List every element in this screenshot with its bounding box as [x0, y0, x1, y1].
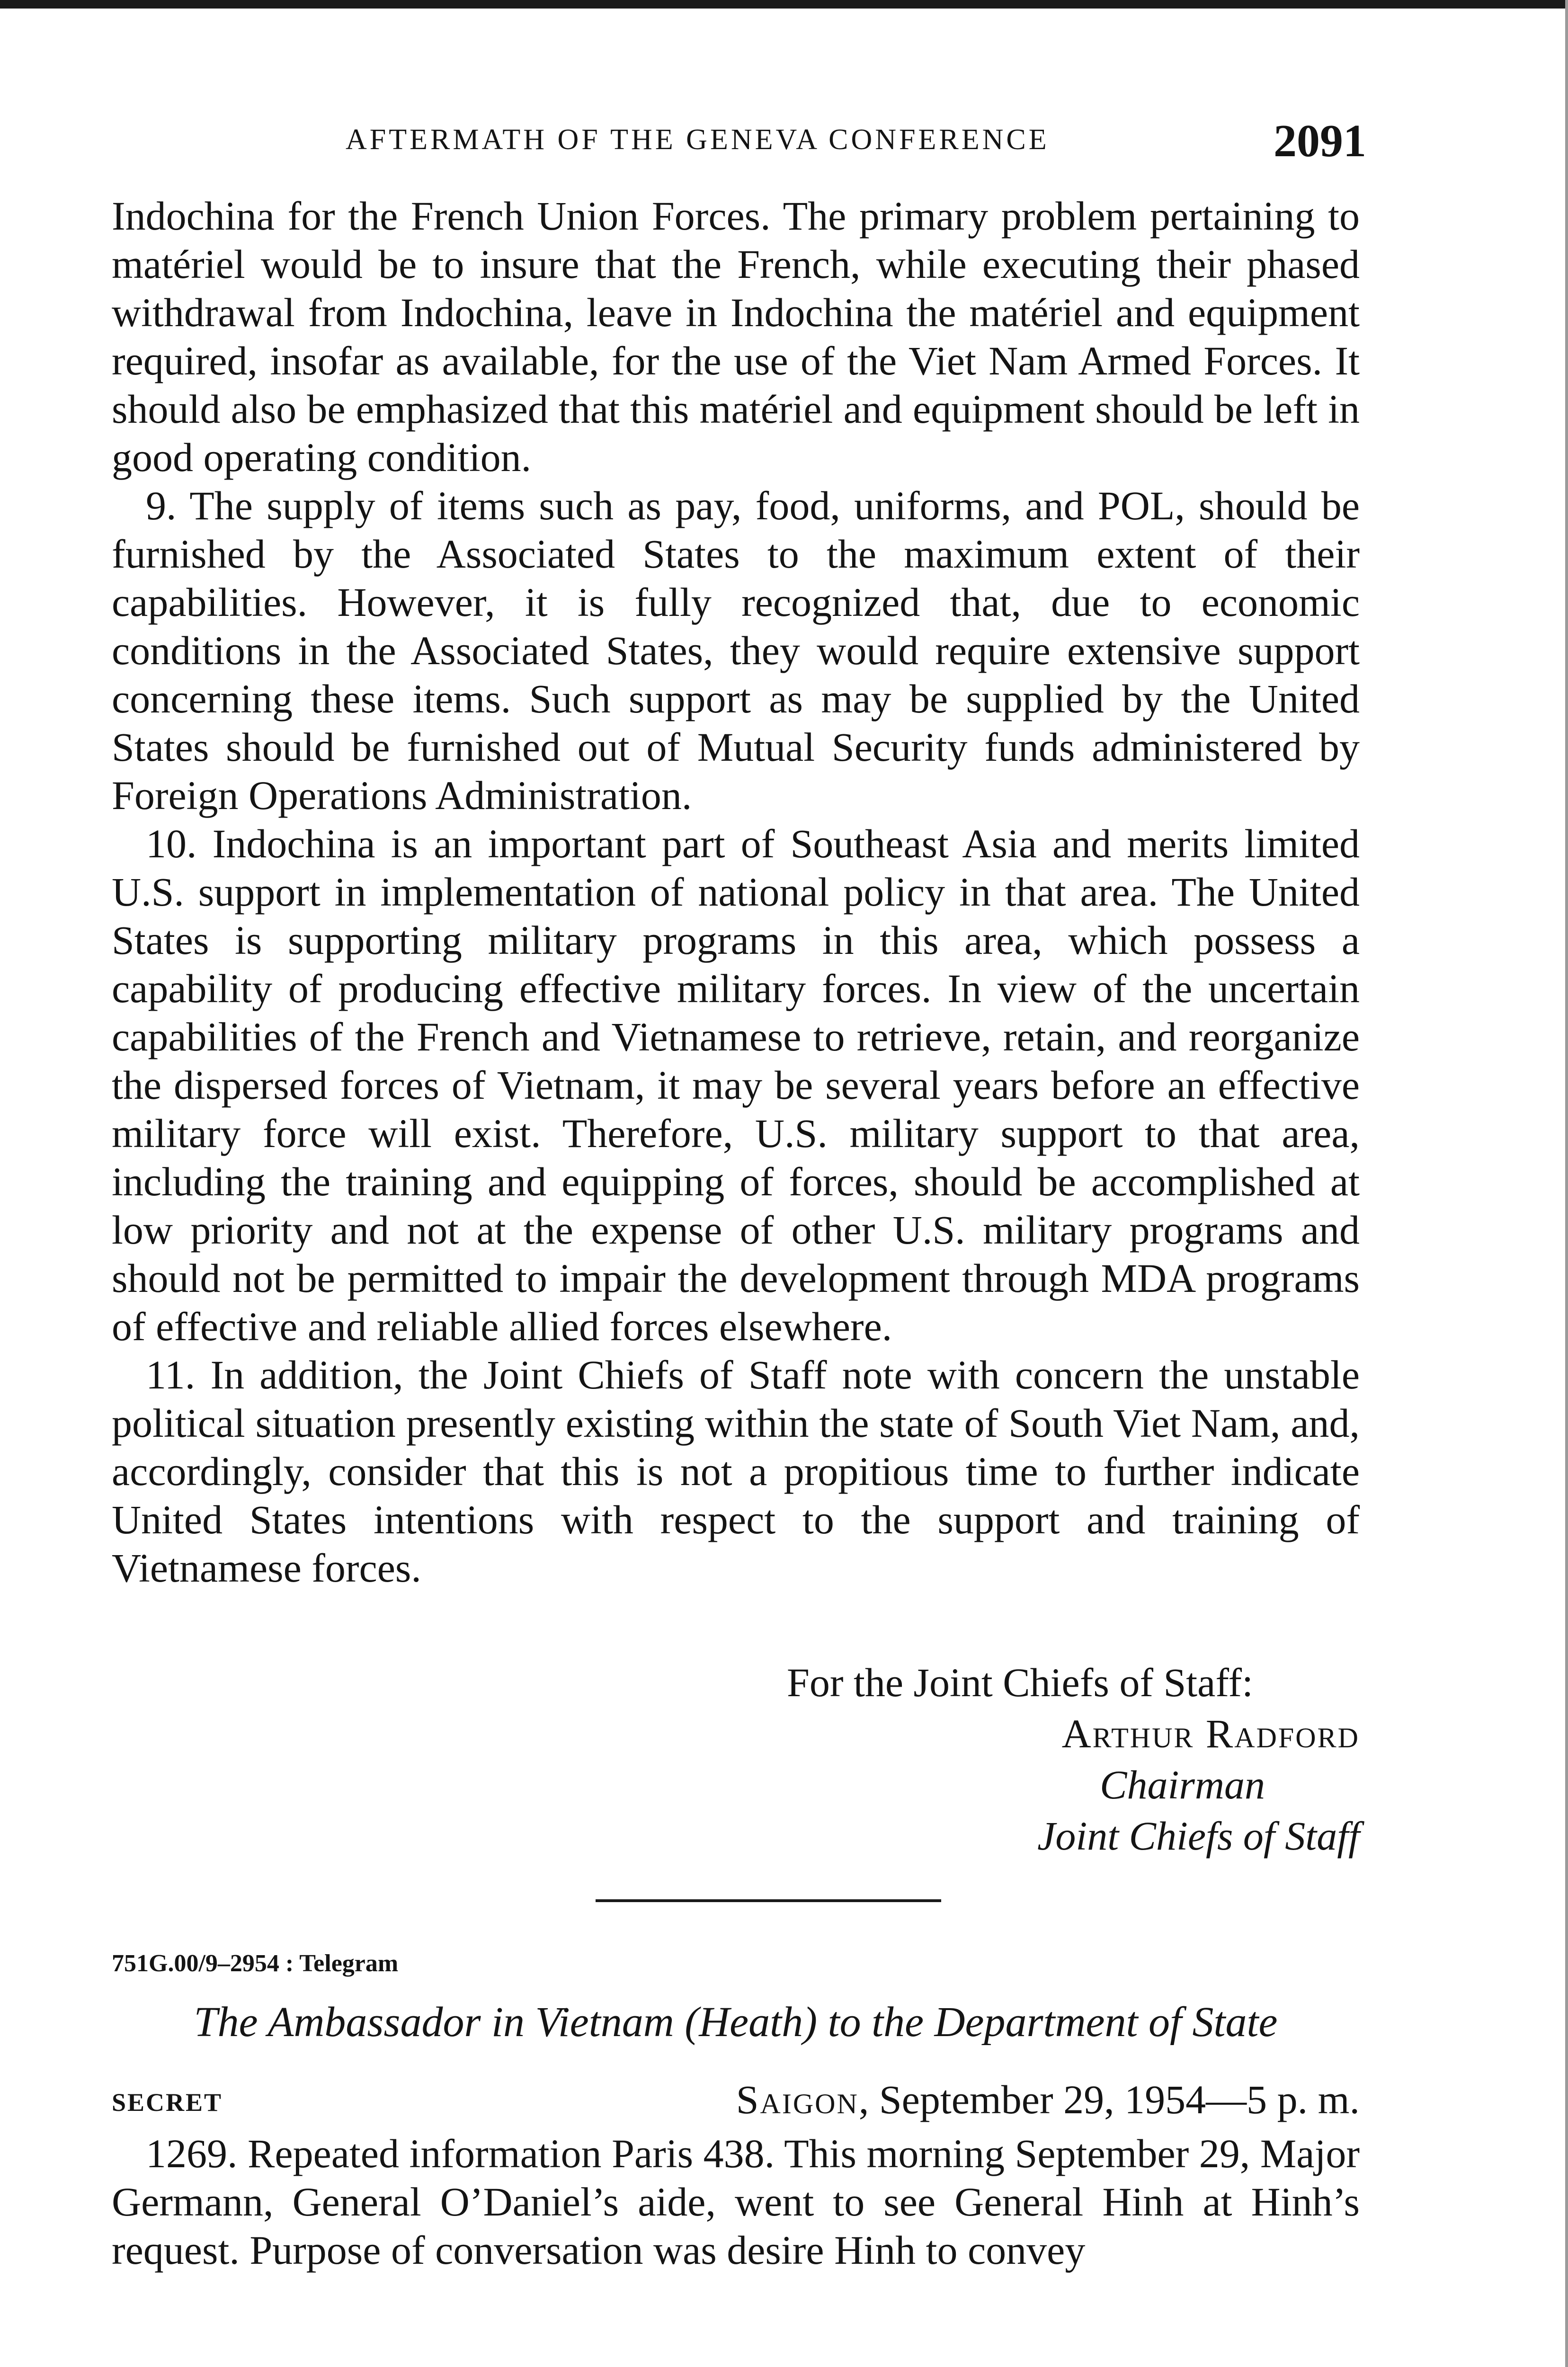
- dateline-date: , September 29, 1954—5 p. m.: [858, 2077, 1360, 2122]
- page-right-edge: [1565, 0, 1568, 2367]
- signature-block: [744, 1657, 1360, 1861]
- paragraph-9: 9. The supply of items such as pay, food, uniforms, and POL, should be furnished by the Associated States to the maximum extent of their capabilities. However, it is fully recognized that, due to economic conditions in the Associated States, they would require extensive support concerning these items. Such support as may be supplied by the United States should be furnished out of Mutual Security funds administered by Foreign Operations Administration.: [112, 483, 1360, 818]
- memo-body: [112, 192, 1360, 1592]
- page-top-rule: [0, 0, 1568, 9]
- paragraph-10: 10. Indochina is an important part of Southeast Asia and merits limited U.S. support in implementation of national policy in that area. The United States is supporting military programs in this area, which possess a capability of producing effective military forces. In view of the uncertain capabilities of the French and Vietnamese to retrieve, retain, and reorganize the dispersed forces of Vietnam, it may be several years before an effective military force will exist. Therefore, U.S. military support to that area, including the training and equipping of forces, should be accomplished at low priority and not at the expense of other U.S. military programs and should not be permitted to impair the development through MDA programs of effective and reliable allied forces elsewhere.: [112, 821, 1360, 1349]
- classification-marking: SECRET: [112, 2088, 223, 2117]
- dateline: [736, 2076, 1360, 2123]
- telegram-body: [112, 2129, 1360, 2274]
- telegram-paragraph: 1269. Repeated information Paris 438. This morning September 29, Major Germann, General O’Daniel’s aide, went to see General Hinh at Hinh’s request. Purpose of conversation was desire Hinh to convey: [112, 2131, 1360, 2273]
- signatory-organization: Joint Chiefs of Staff: [1037, 1813, 1360, 1859]
- file-reference: 751G.00/9–2954 : Telegram: [112, 1950, 399, 1977]
- signature-for-line: For the Joint Chiefs of Staff:: [787, 1660, 1253, 1705]
- page-number: 2091: [1274, 116, 1366, 167]
- signatory-name: Arthur Radford: [1061, 1711, 1360, 1756]
- signatory-role: Chairman: [1100, 1762, 1265, 1807]
- dateline-place: Saigon: [736, 2077, 859, 2122]
- document-heading: The Ambassador in Vietnam (Heath) to the Department of State: [194, 1999, 1278, 2046]
- running-head: [331, 116, 1373, 167]
- document-separator-rule: [596, 1899, 941, 1902]
- paragraph-11: 11. In addition, the Joint Chiefs of Staff note with concern the unstable political situation presently existing within the state of South Viet Nam, and, accordingly, consider that this is not a propitious time to further indicate United States intentions with respect to the support and training of Vietnamese forces.: [112, 1352, 1360, 1591]
- running-title: AFTERMATH OF THE GENEVA CONFERENCE: [346, 124, 1050, 156]
- paragraph-continued: Indochina for the French Union Forces. The primary problem pertaining to matériel would be to insure that the French, while executing their phased withdrawal from Indochina, leave in Indochina the matériel and equipment required, insofar as available, for the use of the Viet Nam Armed Forces. It should also be emphasized that this matériel and equipment should be left in good operating condition.: [112, 193, 1360, 480]
